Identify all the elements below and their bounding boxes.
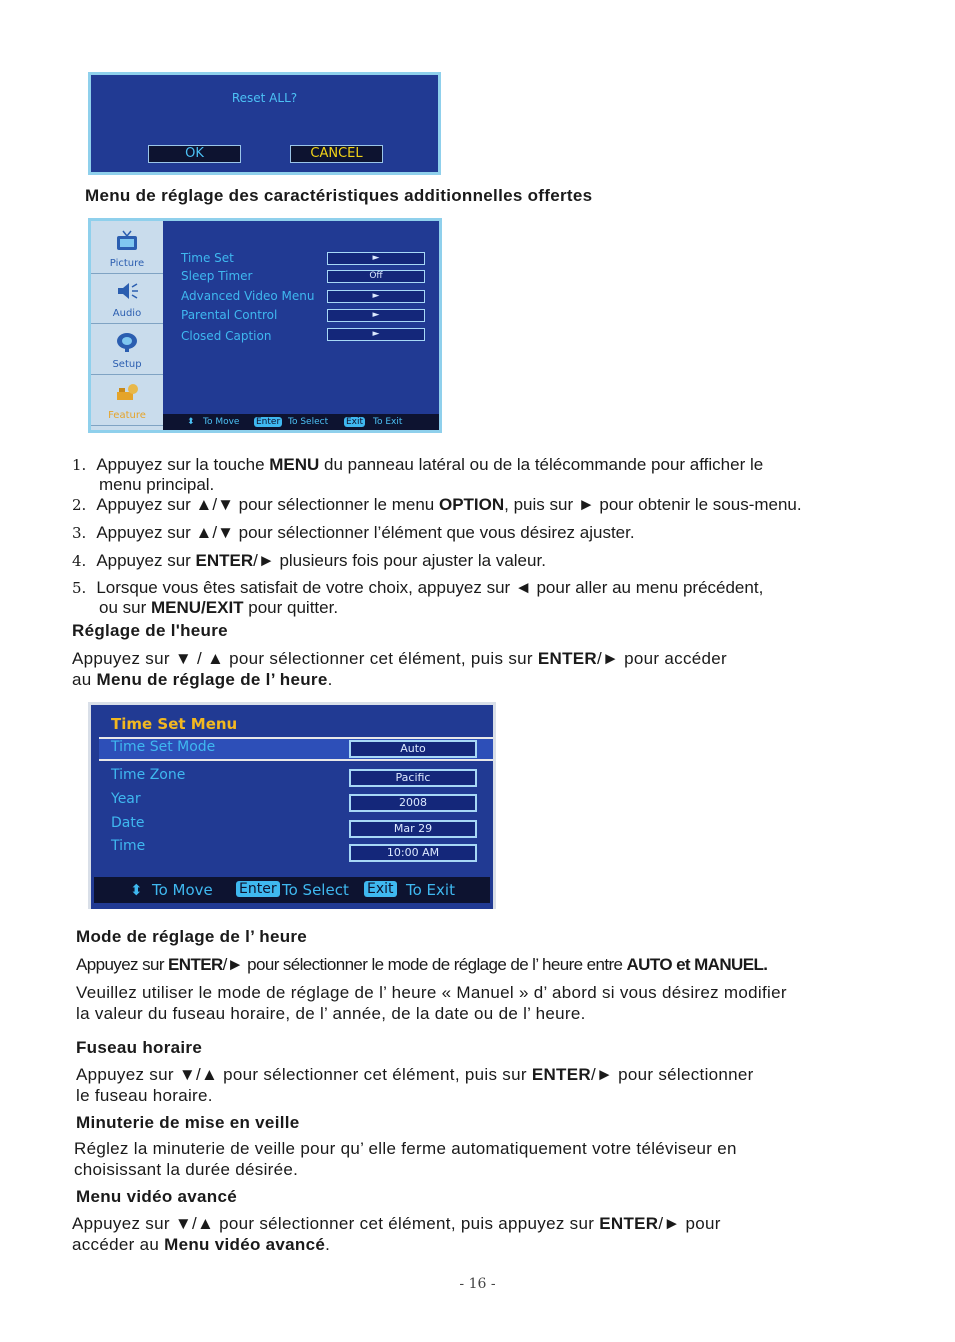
enter-key-icon: Enter [256,417,281,427]
footer-move: To Move [152,881,213,899]
menu-item-parental-control[interactable]: Parental Control [181,308,278,322]
reset-question: Reset ALL? [231,91,298,105]
footer-exit: To Exit [406,881,455,899]
menu-sidebar [91,221,163,430]
tv-icon [115,230,139,252]
sidebar-label: Setup [112,359,142,370]
mode-text-2: Veuillez utiliser le mode de réglage de l’ heure « Manuel » d’ abord si vous désirez modifier la valeur du fuseau horaire, de l’ année, de la date ou de l’ heure. [76,983,787,1023]
exit-key-icon: Exit [346,417,364,427]
step-4: 4. Appuyez sur ENTER/► plusieurs fois pour ajuster la valeur. [72,551,546,570]
exit-key-icon: Exit [364,881,397,897]
footer-exit: To Exit [373,417,403,427]
date-value[interactable]: Mar 29 [349,820,477,838]
feature-menu-screenshot [88,218,442,433]
enter-key-icon: Enter [236,881,280,897]
sidebar-label: Feature [108,410,146,421]
cancel-button[interactable]: CANCEL [290,145,383,163]
sidebar-item-audio[interactable] [91,274,163,324]
speaker-icon [115,280,139,302]
advanced-video-arrow-icon[interactable]: ► [327,290,425,303]
sidebar-label: Picture [109,258,145,269]
time-set-arrow-icon[interactable]: ► [327,252,425,265]
row-date[interactable]: Date [111,815,145,831]
time-set-menu-screenshot [88,702,496,909]
mode-text-1: Appuyez sur ENTER/► pour sélectionner le mode de réglage de l’ heure entre AUTO et MANUEL. [76,955,768,974]
feature-key-icon [115,382,139,404]
advanced-text: Appuyez sur ▼/▲ pour sélectionner cet élément, puis appuyez sur ENTER/► pour accéder au Menu vidéo avancé. [72,1214,721,1254]
row-year[interactable]: Year [111,791,141,807]
time-menu-title: Time Set Menu [111,715,238,733]
sleep-text: Réglez la minuterie de veille pour qu’ elle ferme automatiquement votre téléviseur en choisissant la durée désirée. [74,1139,737,1179]
closed-caption-arrow-icon[interactable]: ► [327,328,425,341]
step-2: 2. Appuyez sur ▲/▼ pour sélectionner le menu OPTION, puis sur ► pour obtenir le sous-menu. [72,495,802,514]
mode-heading: Mode de réglage de l’ heure [76,927,308,946]
menu-footer [163,414,439,430]
move-arrows-icon: ⬍ [187,417,195,427]
sleep-heading: Minuterie de mise en veille [76,1113,300,1132]
time-zone-value[interactable]: Pacific [349,769,477,787]
move-arrows-icon: ⬍ [130,881,143,899]
footer-select: To Select [282,881,349,899]
reset-all-dialog [88,72,441,175]
menu-item-time-set[interactable]: Time Set [181,251,234,265]
row-time-set-mode[interactable]: Time Set Mode [111,739,216,755]
menu-item-advanced-video[interactable]: Advanced Video Menu [181,289,315,303]
timezone-heading: Fuseau horaire [76,1038,203,1057]
sidebar-item-feature[interactable] [91,376,163,426]
sleep-timer-value[interactable]: Off [327,270,425,283]
sidebar-item-picture[interactable] [91,224,163,274]
menu-item-sleep-timer[interactable]: Sleep Timer [181,269,253,283]
ok-button[interactable]: OK [148,145,241,163]
row-time[interactable]: Time [111,838,146,854]
time-value[interactable]: 10:00 AM [349,844,477,862]
year-value[interactable]: 2008 [349,794,477,812]
satellite-dish-icon [115,331,139,353]
sidebar-label: Audio [112,308,142,319]
footer-select: To Select [288,417,329,427]
row-time-zone[interactable]: Time Zone [111,767,186,783]
parental-control-arrow-icon[interactable]: ► [327,309,425,322]
page-number: - 16 - [459,1276,496,1292]
menu-item-closed-caption[interactable]: Closed Caption [181,329,272,343]
timezone-text: Appuyez sur ▼/▲ pour sélectionner cet élément, puis sur ENTER/► pour sélectionner le fuseau horaire. [76,1065,754,1105]
step-5: 5. Lorsque vous êtes satisfait de votre choix, appuyez sur ◄ pour aller au menu précédent, ou sur MENU/EXIT pour quitter. [72,578,764,617]
time-set-mode-value[interactable]: Auto [349,740,477,758]
sidebar-item-setup[interactable] [91,325,163,375]
time-setting-heading: Réglage de l'heure [72,621,228,640]
advanced-heading: Menu vidéo avancé [76,1187,237,1206]
step-1: 1. Appuyez sur la touche MENU du panneau latéral ou de la télécommande pour afficher le menu principal. [72,455,764,494]
time-menu-footer [94,877,490,903]
time-setting-text: Appuyez sur ▼ / ▲ pour sélectionner cet élément, puis sur ENTER/► pour accéder au Menu de réglage de l’ heure. [72,649,727,689]
step-3: 3. Appuyez sur ▲/▼ pour sélectionner l’élément que vous désirez ajuster. [72,523,635,542]
section-feature-title: Menu de réglage des caractéristiques additionnelles offertes [85,186,593,205]
footer-move: To Move [203,417,240,427]
